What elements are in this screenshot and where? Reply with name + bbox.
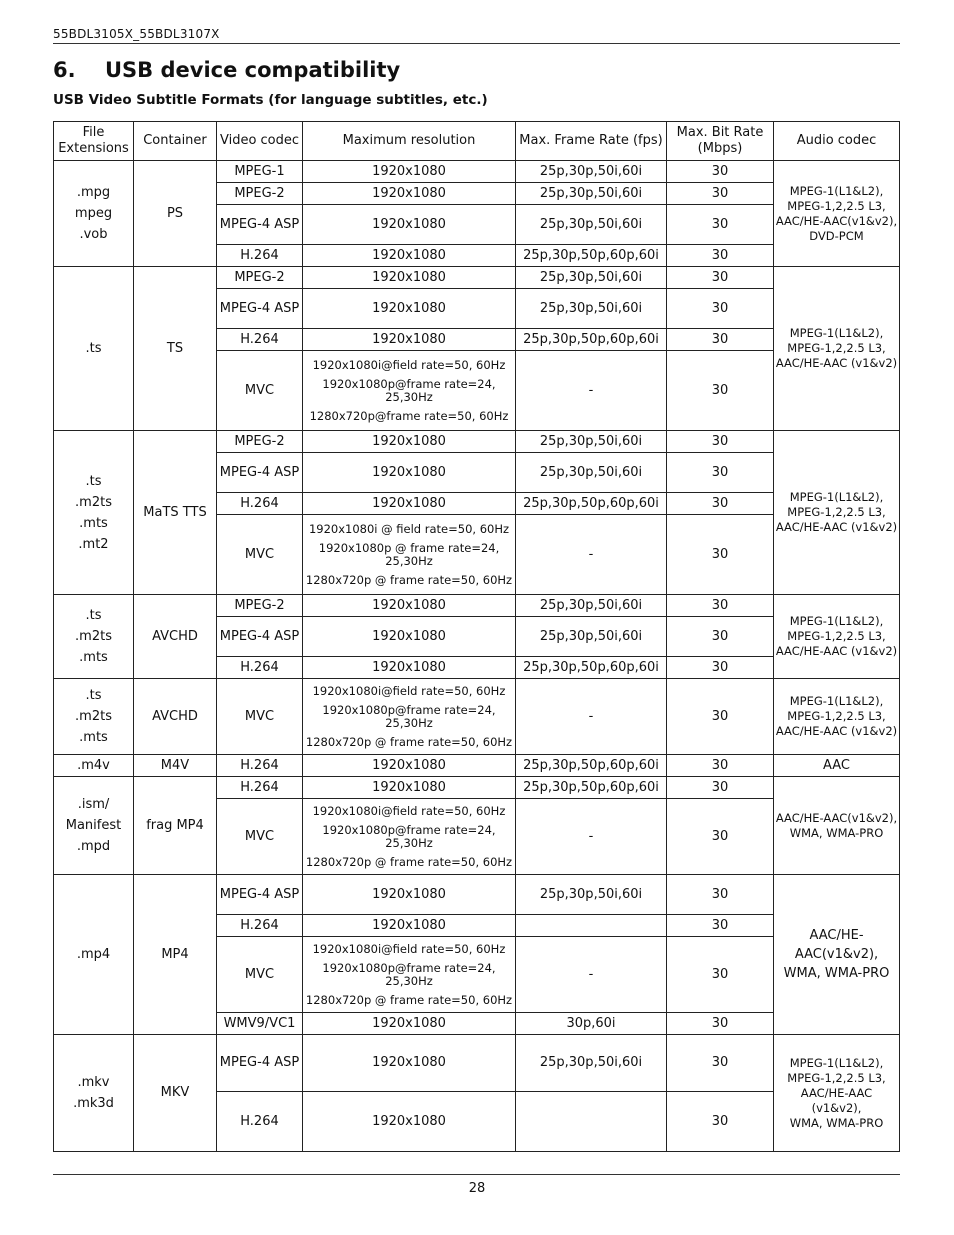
table-caption: USB Video Subtitle Formats (for language subtitles, etc.) — [53, 92, 488, 108]
video-codec-cell: MPEG-2 — [217, 183, 303, 205]
container-cell: PS — [134, 161, 217, 267]
resolution-cell: 1920x1080 — [303, 595, 516, 617]
resolution-line: 1920x1080p@frame rate=24, 25,30Hz — [322, 376, 496, 404]
table-row — [54, 161, 900, 183]
resolution-cell — [303, 515, 516, 595]
frame-rate-cell: 25p,30p,50p,60p,60i — [516, 329, 667, 351]
resolution-line: 1920x1080p@frame rate=24, 25,30Hz — [322, 822, 496, 850]
video-codec-cell: H.264 — [217, 755, 303, 777]
container-cell: MP4 — [134, 875, 217, 1035]
file-extension: .ts — [85, 341, 102, 356]
resolution-cell: 1920x1080 — [303, 493, 516, 515]
container-cell: MaTS TTS — [134, 431, 217, 595]
frame-rate-cell: - — [516, 351, 667, 431]
bit-rate-cell: 30 — [667, 755, 774, 777]
frame-rate-cell — [516, 1092, 667, 1152]
bit-rate-cell: 30 — [667, 329, 774, 351]
video-codec-cell: MPEG-4 ASP — [217, 617, 303, 657]
file-extension: .ts — [85, 608, 102, 623]
file-extensions-cell — [54, 595, 134, 679]
audio-codec-line: MPEG-1(L1&L2), — [789, 326, 884, 340]
audio-codec-cell — [774, 875, 900, 1035]
bit-rate-cell: 30 — [667, 1092, 774, 1152]
video-codec-cell: MVC — [217, 515, 303, 595]
video-codec-cell: MPEG-4 ASP — [217, 205, 303, 245]
resolution-line: 1920x1080p@frame rate=24, 25,30Hz — [322, 702, 496, 730]
video-codec-cell: H.264 — [217, 329, 303, 351]
resolution-cell: 1920x1080 — [303, 1013, 516, 1035]
audio-codec-line: MPEG-1(L1&L2), — [789, 1055, 884, 1070]
resolution-line: 1920x1080i@field rate=50, 60Hz — [312, 683, 506, 698]
audio-codec-cell — [774, 595, 900, 679]
bit-rate-cell: 30 — [667, 657, 774, 679]
bit-rate-cell: 30 — [667, 289, 774, 329]
frame-rate-cell: - — [516, 515, 667, 595]
table-row — [54, 267, 900, 289]
resolution-line: 1920x1080i @ field rate=50, 60Hz — [308, 521, 510, 536]
column-header: Audio codec — [774, 122, 900, 161]
video-codec-cell: MVC — [217, 799, 303, 875]
frame-rate-cell: 25p,30p,50i,60i — [516, 431, 667, 453]
model-number: 55BDL3105X_55BDL3107X — [53, 27, 220, 41]
table-row — [54, 679, 900, 755]
video-codec-cell: H.264 — [217, 915, 303, 937]
frame-rate-cell: 25p,30p,50i,60i — [516, 205, 667, 245]
audio-codec-line: AAC/HE-AAC (v1&v2), — [800, 1085, 873, 1115]
file-extensions-cell — [54, 679, 134, 755]
audio-codec-line: AAC/HE-AAC (v1&v2) — [775, 356, 898, 370]
table-row — [54, 431, 900, 453]
bit-rate-cell: 30 — [667, 245, 774, 267]
bit-rate-cell: 30 — [667, 351, 774, 431]
resolution-cell — [303, 937, 516, 1013]
section-heading — [53, 58, 400, 82]
audio-codec-line: AAC/HE-AAC(v1&v2), — [775, 810, 898, 825]
frame-rate-cell: 30p,60i — [516, 1013, 667, 1035]
video-codec-cell: WMV9/VC1 — [217, 1013, 303, 1035]
resolution-cell: 1920x1080 — [303, 453, 516, 493]
container-cell: AVCHD — [134, 679, 217, 755]
resolution-cell: 1920x1080 — [303, 183, 516, 205]
resolution-cell: 1920x1080 — [303, 205, 516, 245]
video-codec-cell: H.264 — [217, 493, 303, 515]
audio-codec-cell — [774, 161, 900, 267]
table-body — [54, 161, 900, 1152]
resolution-cell: 1920x1080 — [303, 161, 516, 183]
audio-codec-line: MPEG-1,2,2.5 L3, — [787, 1070, 886, 1085]
table-row — [54, 1035, 900, 1092]
video-codec-cell: MPEG-2 — [217, 267, 303, 289]
audio-codec-line: MPEG-1,2,2.5 L3, — [787, 505, 886, 519]
page-number: 28 — [468, 1181, 486, 1196]
bit-rate-cell: 30 — [667, 777, 774, 799]
section-title: USB device compatibility — [105, 58, 401, 82]
file-extension: .mp4 — [76, 947, 111, 962]
frame-rate-cell: 25p,30p,50p,60p,60i — [516, 755, 667, 777]
video-codec-cell: H.264 — [217, 777, 303, 799]
column-header: Container — [134, 122, 217, 161]
bit-rate-cell: 30 — [667, 183, 774, 205]
audio-codec-cell — [774, 267, 900, 431]
resolution-cell: 1920x1080 — [303, 1092, 516, 1152]
bit-rate-cell: 30 — [667, 915, 774, 937]
bit-rate-cell: 30 — [667, 161, 774, 183]
file-extension: .mk3d — [73, 1096, 114, 1111]
column-header: File Extensions — [54, 122, 134, 161]
audio-codec-cell: AAC — [774, 755, 900, 777]
video-codec-cell: H.264 — [217, 657, 303, 679]
audio-codec-line: AAC/HE-AAC(v1&v2), — [775, 213, 898, 228]
resolution-line: 1920x1080p @ frame rate=24, 25,30Hz — [318, 540, 500, 568]
video-codec-cell: H.264 — [217, 1092, 303, 1152]
compatibility-table — [53, 121, 900, 1152]
video-codec-cell: MPEG-1 — [217, 161, 303, 183]
frame-rate-cell: 25p,30p,50i,60i — [516, 289, 667, 329]
audio-codec-line: AAC/HE-AAC (v1&v2) — [775, 724, 898, 738]
resolution-line: 1280x720p @ frame rate=50, 60Hz — [305, 854, 513, 869]
frame-rate-cell: 25p,30p,50p,60p,60i — [516, 245, 667, 267]
resolution-cell: 1920x1080 — [303, 755, 516, 777]
video-codec-cell: MPEG-4 ASP — [217, 875, 303, 915]
resolution-cell — [303, 679, 516, 755]
table-row — [54, 755, 900, 777]
audio-codec-line: WMA, WMA-PRO — [789, 825, 884, 840]
audio-codec-line: DVD-PCM — [809, 228, 864, 243]
bit-rate-cell: 30 — [667, 205, 774, 245]
bit-rate-cell: 30 — [667, 431, 774, 453]
file-extensions-cell — [54, 875, 134, 1035]
file-extensions-cell — [54, 431, 134, 595]
bit-rate-cell: 30 — [667, 453, 774, 493]
video-codec-cell: MVC — [217, 937, 303, 1013]
audio-codec-line: AAC/HE-AAC (v1&v2) — [775, 644, 898, 658]
audio-codec-cell — [774, 431, 900, 595]
resolution-line: 1920x1080i@field rate=50, 60Hz — [312, 803, 506, 818]
audio-codec-line: MPEG-1(L1&L2), — [789, 183, 884, 198]
running-header — [53, 27, 900, 44]
file-extensions-cell — [54, 161, 134, 267]
table-row — [54, 595, 900, 617]
resolution-line: 1920x1080i@field rate=50, 60Hz — [312, 941, 506, 956]
frame-rate-cell: - — [516, 937, 667, 1013]
resolution-cell: 1920x1080 — [303, 915, 516, 937]
audio-codec-line: MPEG-1,2,2.5 L3, — [787, 709, 886, 723]
resolution-cell — [303, 351, 516, 431]
bit-rate-cell: 30 — [667, 515, 774, 595]
resolution-cell: 1920x1080 — [303, 431, 516, 453]
file-extension: .ts — [85, 688, 102, 703]
audio-codec-cell — [774, 777, 900, 875]
container-cell: frag MP4 — [134, 777, 217, 875]
file-extension: .mpg — [76, 185, 111, 200]
file-extension: .mt2 — [78, 536, 109, 552]
audio-codec-line: WMA, WMA-PRO — [789, 1115, 884, 1130]
audio-codec-cell — [774, 1035, 900, 1152]
audio-codec-line: WMA, WMA-PRO — [783, 966, 890, 981]
bit-rate-cell: 30 — [667, 617, 774, 657]
column-header: Max. Bit Rate (Mbps) — [667, 122, 774, 161]
video-codec-cell: MPEG-2 — [217, 595, 303, 617]
table-row — [54, 875, 900, 915]
bit-rate-cell: 30 — [667, 493, 774, 515]
bit-rate-cell: 30 — [667, 679, 774, 755]
video-codec-cell: MPEG-4 ASP — [217, 1035, 303, 1092]
file-extension: .vob — [79, 227, 108, 242]
video-codec-cell: MVC — [217, 679, 303, 755]
resolution-cell: 1920x1080 — [303, 267, 516, 289]
frame-rate-cell: 25p,30p,50i,60i — [516, 595, 667, 617]
file-extension: .m2ts — [75, 709, 112, 724]
resolution-cell — [303, 799, 516, 875]
audio-codec-line: MPEG-1,2,2.5 L3, — [787, 341, 886, 355]
resolution-cell: 1920x1080 — [303, 875, 516, 915]
bit-rate-cell: 30 — [667, 595, 774, 617]
column-header: Max. Frame Rate (fps) — [516, 122, 667, 161]
audio-codec-line: AAC/HE-AAC(v1&v2), — [794, 928, 879, 962]
file-extension: .mts — [79, 730, 108, 745]
audio-codec-line: MPEG-1,2,2.5 L3, — [787, 198, 886, 213]
bit-rate-cell: 30 — [667, 267, 774, 289]
file-extension: .mts — [79, 515, 108, 531]
file-extension: .mts — [79, 650, 108, 665]
frame-rate-cell: 25p,30p,50i,60i — [516, 1035, 667, 1092]
audio-codec-line: MPEG-1(L1&L2), — [789, 490, 884, 504]
resolution-line: 1280x720p@frame rate=50, 60Hz — [309, 408, 509, 423]
resolution-cell: 1920x1080 — [303, 617, 516, 657]
audio-codec-line: MPEG-1(L1&L2), — [789, 614, 884, 628]
frame-rate-cell: 25p,30p,50i,60i — [516, 617, 667, 657]
video-codec-cell: H.264 — [217, 245, 303, 267]
frame-rate-cell: 25p,30p,50i,60i — [516, 453, 667, 493]
frame-rate-cell: 25p,30p,50p,60p,60i — [516, 777, 667, 799]
column-header: Maximum resolution — [303, 122, 516, 161]
video-codec-cell: MPEG-4 ASP — [217, 453, 303, 493]
container-cell: M4V — [134, 755, 217, 777]
audio-codec-line: MPEG-1(L1&L2), — [789, 694, 884, 708]
frame-rate-cell: - — [516, 679, 667, 755]
frame-rate-cell: 25p,30p,50i,60i — [516, 183, 667, 205]
file-extensions-cell — [54, 755, 134, 777]
bit-rate-cell: 30 — [667, 875, 774, 915]
resolution-cell: 1920x1080 — [303, 289, 516, 329]
container-cell: MKV — [134, 1035, 217, 1152]
frame-rate-cell: - — [516, 799, 667, 875]
file-extension: .ism/ Manifest .mpd — [65, 797, 122, 854]
frame-rate-cell: 25p,30p,50p,60p,60i — [516, 657, 667, 679]
resolution-line: 1280x720p @ frame rate=50, 60Hz — [305, 992, 513, 1007]
frame-rate-cell — [516, 915, 667, 937]
video-codec-cell: MVC — [217, 351, 303, 431]
frame-rate-cell: 25p,30p,50p,60p,60i — [516, 493, 667, 515]
bit-rate-cell: 30 — [667, 1013, 774, 1035]
file-extensions-cell — [54, 777, 134, 875]
resolution-line: 1920x1080i@field rate=50, 60Hz — [312, 357, 506, 372]
resolution-cell: 1920x1080 — [303, 1035, 516, 1092]
resolution-cell: 1920x1080 — [303, 245, 516, 267]
bit-rate-cell: 30 — [667, 1035, 774, 1092]
frame-rate-cell: 25p,30p,50i,60i — [516, 161, 667, 183]
frame-rate-cell: 25p,30p,50i,60i — [516, 267, 667, 289]
section-number: 6. — [53, 58, 76, 82]
audio-codec-cell — [774, 679, 900, 755]
frame-rate-cell: 25p,30p,50i,60i — [516, 875, 667, 915]
video-codec-cell: MPEG-4 ASP — [217, 289, 303, 329]
audio-codec-line: AAC/HE-AAC (v1&v2) — [775, 520, 898, 534]
file-extensions-cell — [54, 267, 134, 431]
audio-codec-line: MPEG-1,2,2.5 L3, — [787, 629, 886, 643]
column-header: Video codec — [217, 122, 303, 161]
file-extension: .m4v — [77, 758, 110, 773]
footer-divider — [53, 1174, 900, 1175]
resolution-line: 1920x1080p@frame rate=24, 25,30Hz — [322, 960, 496, 988]
video-codec-cell: MPEG-2 — [217, 431, 303, 453]
container-cell: TS — [134, 267, 217, 431]
file-extension: .m2ts — [75, 494, 112, 510]
resolution-line: 1280x720p @ frame rate=50, 60Hz — [305, 734, 513, 749]
table-row — [54, 777, 900, 799]
container-cell: AVCHD — [134, 595, 217, 679]
resolution-line: 1280x720p @ frame rate=50, 60Hz — [305, 572, 513, 587]
bit-rate-cell: 30 — [667, 799, 774, 875]
file-extensions-cell — [54, 1035, 134, 1152]
table-header-row — [54, 122, 900, 161]
resolution-cell: 1920x1080 — [303, 777, 516, 799]
file-extension: .mkv — [77, 1075, 110, 1090]
file-extension: .ts — [85, 473, 102, 489]
resolution-cell: 1920x1080 — [303, 329, 516, 351]
file-extension: .m2ts — [75, 629, 112, 644]
file-extension: mpeg — [74, 206, 113, 221]
bit-rate-cell: 30 — [667, 937, 774, 1013]
resolution-cell: 1920x1080 — [303, 657, 516, 679]
